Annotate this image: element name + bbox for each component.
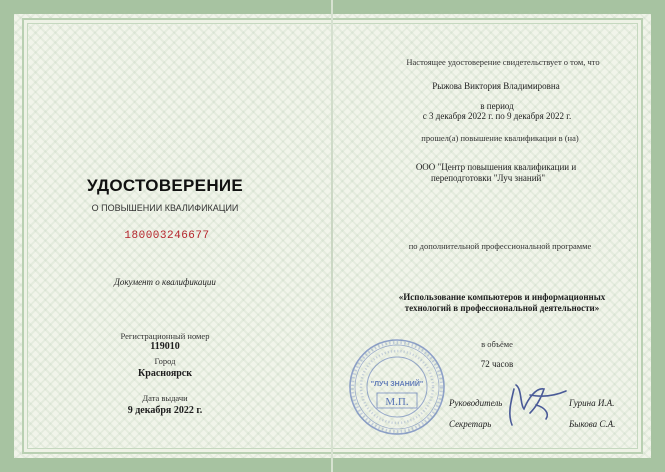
signature-scribble	[500, 375, 570, 430]
issue-date-label: Дата выдачи	[142, 393, 188, 403]
secretary-label: Секретарь	[449, 419, 492, 429]
issue-date: 9 декабря 2022 г.	[127, 405, 203, 416]
secretary-name: Быкова С.А.	[569, 419, 616, 429]
volume-hours: 72 часов	[480, 359, 514, 369]
city-label: Город	[154, 356, 176, 366]
document-label: Документ о квалификации	[114, 277, 216, 287]
program-label: по дополнительной профессиональной программе	[408, 241, 592, 251]
volume-label: в объёме	[481, 339, 513, 349]
reg-number: 119010	[150, 341, 180, 352]
passed-text: прошел(а) повышение квалификации в (на)	[421, 133, 579, 143]
seal-stamp	[348, 338, 446, 436]
period-dates: с 3 декабря 2022 г. по 9 декабря 2022 г.	[422, 111, 572, 121]
reg-number-label: Регистрационный номер	[120, 331, 210, 341]
head-name: Гурина И.А.	[569, 398, 615, 408]
serial-number: 180003246677	[124, 230, 210, 242]
city: Красноярск	[138, 368, 192, 379]
head-label: Руководитель	[449, 398, 503, 408]
page-fold	[331, 0, 333, 472]
stamp-center-text: "ЛУЧ ЗНАНИЙ"	[370, 381, 424, 388]
intro-text: Настоящее удостоверение свидетельствует о том, что	[406, 57, 600, 67]
recipient-name: Рыжова Виктория Владимировна	[432, 81, 560, 91]
program-line-2: технологий в профессиональной деятельности»	[404, 303, 600, 313]
program-line-1: «Использование компьютеров и информационных	[398, 292, 606, 302]
period-label: в период	[480, 101, 514, 111]
organization-line-1: ООО "Центр повышения квалификации и	[415, 162, 577, 172]
certificate-subtitle: О ПОВЫШЕНИИ КВАЛИФИКАЦИИ	[91, 203, 239, 213]
organization-line-2: переподготовки "Луч знаний"	[430, 173, 546, 183]
certificate-title: УДОСТОВЕРЕНИЕ	[86, 176, 244, 195]
stamp-mp-label: М.П.	[385, 396, 409, 408]
